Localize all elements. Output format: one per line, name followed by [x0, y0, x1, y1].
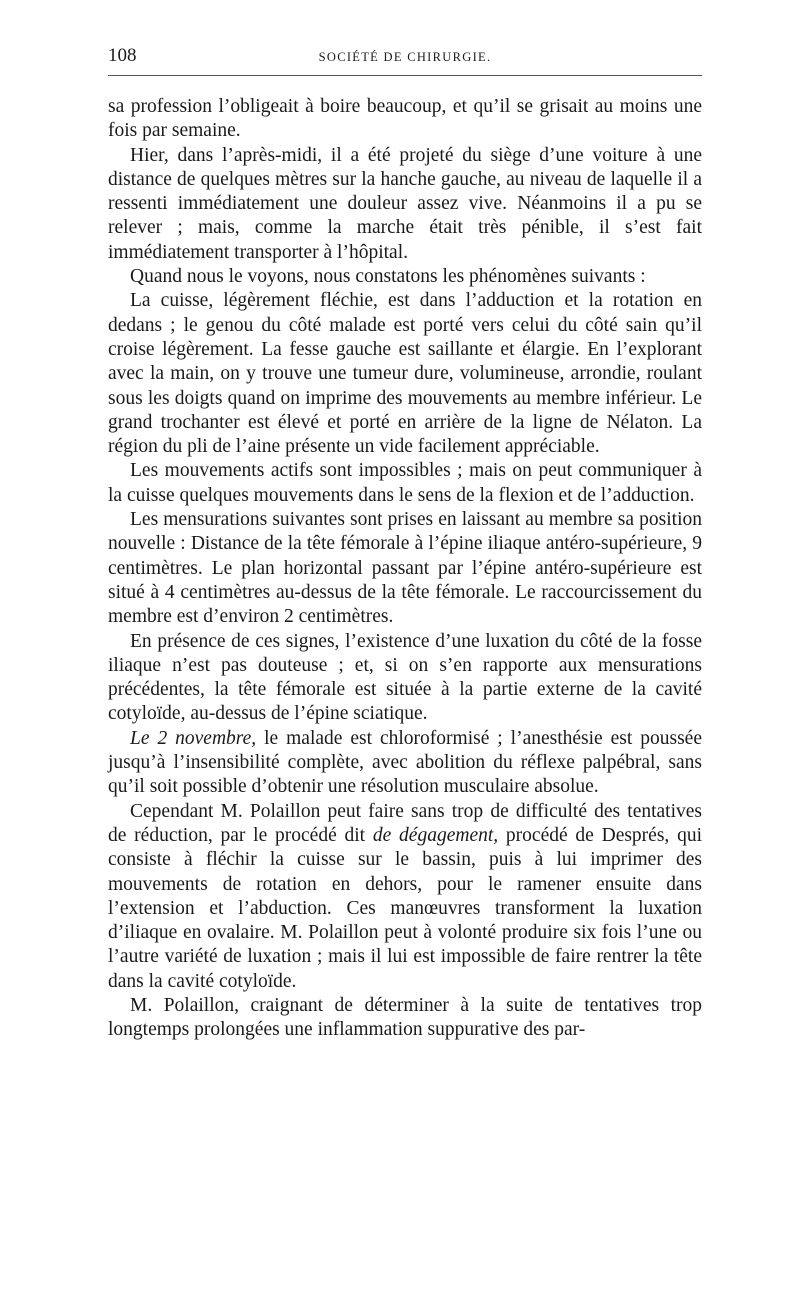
- paragraph: sa profession l’obligeait à boire beaucoup, et qu’il se grisait au moins une fois par semaine.: [108, 96, 702, 142]
- paragraph: Les mensurations suivantes sont prises en laissant au membre sa position nouvelle : Distance de la tête fémorale à l’épine iliaque antéro-supérieure, 9 centimètres. Le plan horizontal passant par l’épine antéro-supérieure est situé à 4 centimètres au-dessus de la tête fémorale. Le raccourcissement du membre est d’environ 2 centimètres.: [108, 509, 702, 628]
- paragraph: Quand nous le voyons, nous constatons les phénomènes suivants :: [130, 266, 646, 288]
- page-header: [108, 45, 702, 73]
- paragraph-text: le malade est chloroformisé ; l’anesthésie est poussée jusqu’à l’insensibilité complète, avec abolition du réflexe palpébral, sans qu’il soit possible d’obtenir une résolution musculaire absolue.: [108, 727, 702, 798]
- running-title: SOCIÉTÉ DE CHIRURGIE.: [318, 50, 492, 64]
- paragraph-text: procédé de Després, qui consiste à fléchir la cuisse sur le bassin, puis à lui imprimer des mouvements de rotation en dehors, pour le ramener ensuite dans l’extension et l’abduction. Ces manœuvres transforment la luxation d’iliaque en ovalaire. M. Polaillon peut à volonté produire six fois l’une ou l’autre variété de luxation ; mais il lui est impossible de faire rentrer la tête dans la cavité cotyloïde.: [108, 824, 702, 992]
- body-text: [108, 95, 702, 1043]
- paragraph: En présence de ces signes, l’existence d’une luxation du côté de la fosse iliaque n’est pas douteuse ; et, si on s’en rapporte aux mensurations précédentes, la tête fémorale est située à la partie externe de la cavité cotyloïde, au-dessus de l’épine sciatique.: [108, 630, 702, 725]
- page-number: 108: [108, 45, 137, 66]
- paragraph: Hier, dans l’après-midi, il a été projeté du siège d’une voiture à une distance de quelques mètres sur la hanche gauche, au niveau de laquelle il a ressenti immédiatement une douleur assez vive. Néanmoins il a pu se relever ; mais, comme la marche était très pénible, il s’est fait immédiatement transporter à l’hôpital.: [108, 144, 702, 263]
- paragraph: La cuisse, légèrement fléchie, est dans l’adduction et la rotation en dedans ; le genou du côté malade est porté vers celui du côté sain qu’il croise légèrement. La fesse gauche est saillante et élargie. En l’explorant avec la main, on y trouve une tumeur dure, volumineuse, arrondie, roulant sous les doigts quand on imprime des mouvements au membre inférieur. Le grand trochanter est élevé et porté en arrière de la ligne de Nélaton. La région du pli de l’aine présente un vide facilement appréciable.: [108, 290, 702, 458]
- paragraph-text: Cependant M. Polaillon peut faire sans trop de difficulté des tentatives de réduction, par le procédé dit: [108, 800, 702, 846]
- paragraph: M. Polaillon, craignant de déterminer à la suite de tentatives trop longtemps prolongées une inflammation suppurative des par-: [108, 994, 702, 1041]
- italic-date: Le 2 novembre,: [130, 727, 257, 749]
- document-page: [108, 45, 702, 1043]
- paragraph: [108, 727, 702, 800]
- paragraph: [108, 800, 702, 994]
- header-rule: [108, 75, 702, 76]
- paragraph: Les mouvements actifs sont impossibles ; mais on peut communiquer à la cuisse quelques mouvements dans le sens de la flexion et de l’adduction.: [108, 460, 702, 506]
- italic-term: de dégagement,: [372, 824, 499, 846]
